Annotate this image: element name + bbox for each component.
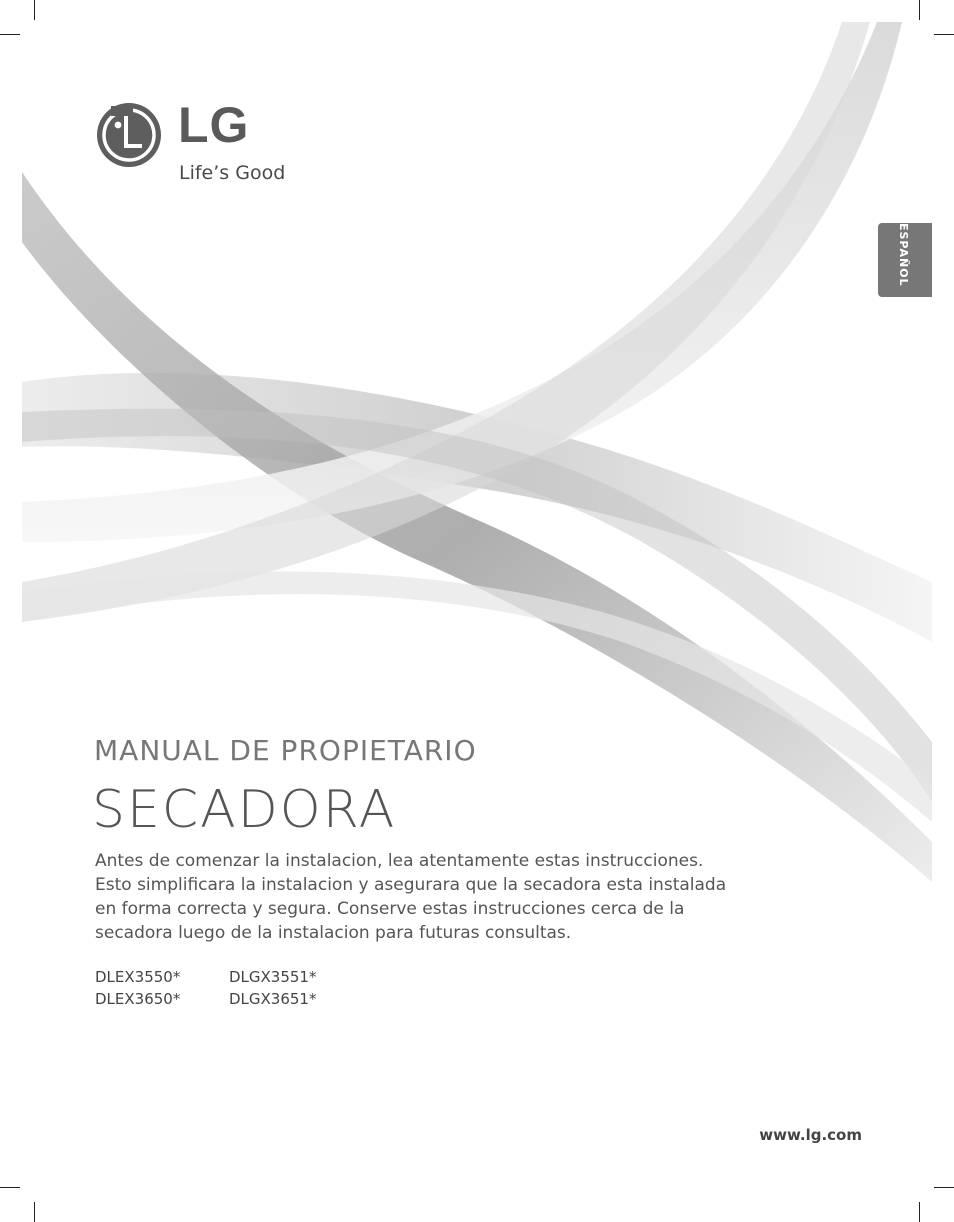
crop-mark xyxy=(0,1187,20,1188)
crop-mark xyxy=(34,0,35,20)
intro-line: Antes de comenzar la instalacion, lea atentamente estas instrucciones. xyxy=(95,851,704,871)
crop-mark xyxy=(34,1202,35,1222)
cover-page xyxy=(22,22,932,1198)
language-tab xyxy=(878,223,932,297)
product-title: SECADORA xyxy=(92,780,397,840)
intro-paragraph xyxy=(95,849,825,945)
model-number: DLEX3550* xyxy=(95,968,181,986)
lg-wordmark: LG xyxy=(178,97,250,153)
crop-mark xyxy=(934,34,954,35)
lg-face-icon xyxy=(96,102,162,168)
model-list xyxy=(95,966,316,1010)
model-row xyxy=(95,966,316,988)
intro-line: secadora luego de la instalacion para futuras consultas. xyxy=(95,923,572,943)
website-url: www.lg.com xyxy=(759,1126,862,1144)
intro-line: en forma correcta y segura. Conserve estas instrucciones cerca de la xyxy=(95,899,685,919)
crop-mark xyxy=(934,1187,954,1188)
model-row xyxy=(95,988,316,1010)
crop-mark xyxy=(919,0,920,20)
lg-tagline: Life’s Good xyxy=(179,162,286,184)
manual-title: MANUAL DE PROPIETARIO xyxy=(94,734,477,767)
intro-line: Esto simplificara la instalacion y asegurara que la secadora esta instalada xyxy=(95,875,727,895)
language-label: ESPAÑOL xyxy=(897,223,910,287)
model-number: DLGX3651* xyxy=(229,990,317,1008)
crop-mark xyxy=(0,34,20,35)
model-number: DLEX3650* xyxy=(95,990,181,1008)
decorative-waves xyxy=(22,22,932,1198)
crop-mark xyxy=(919,1202,920,1222)
lg-logo xyxy=(96,97,296,192)
model-number: DLGX3551* xyxy=(229,968,317,986)
